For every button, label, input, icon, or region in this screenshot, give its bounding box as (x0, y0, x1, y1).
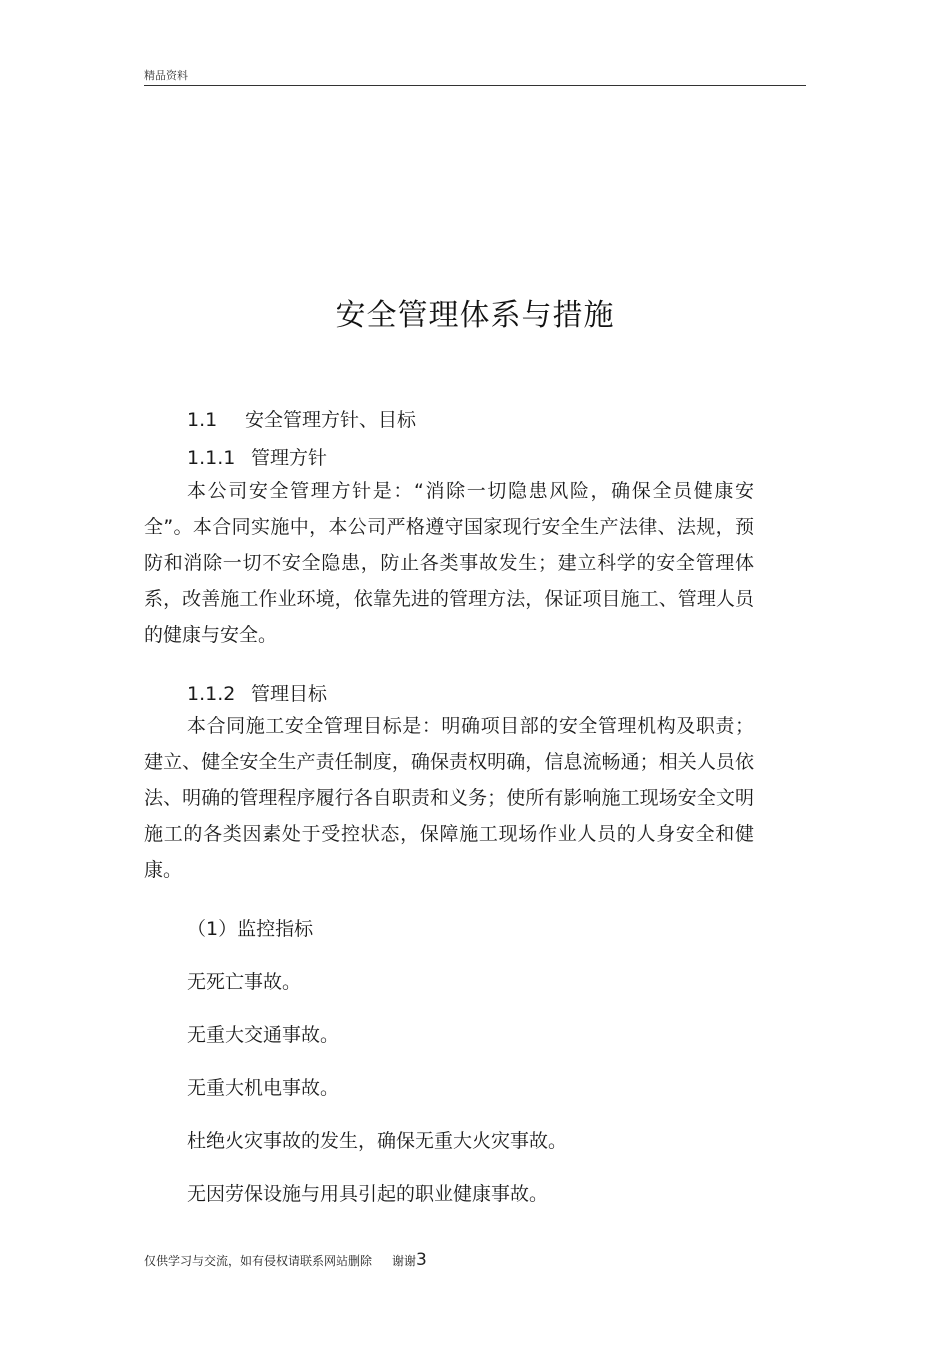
monitor-heading: （1）监控指标 (187, 918, 314, 940)
section-heading-1-1-2 (187, 679, 327, 706)
list-item: 无重大交通事故。 (187, 1024, 340, 1046)
section-title: 管理目标 (251, 683, 328, 705)
footer-thanks: 谢谢 (392, 1254, 417, 1268)
paragraph-objectives: 本合同施工安全管理目标是：明确项目部的安全管理机构及职责；建立、健全安全生产责任制度，确保责权明确，信息流畅通；相关人员依法、明确的管理程序履行各自职责和义务；使所有影响施工现场安全文明施工的各类因素处于受控状态，保障施工现场作业人员的人身安全和健康。 (144, 715, 754, 881)
section-heading-1-1 (187, 405, 416, 432)
footer (144, 1250, 427, 1270)
list-item: 杜绝火灾事故的发生，确保无重大火灾事故。 (187, 1130, 568, 1152)
section-title: 安全管理方针、目标 (245, 409, 417, 431)
section-number: 1.1.1 (187, 447, 236, 469)
section-number: 1.1.2 (187, 683, 236, 705)
paragraph-policy: 本公司安全管理方针是：“消除一切隐患风险，确保全员健康安全”。本合同实施中，本公司严格遵守国家现行安全生产法律、法规，预防和消除一切不安全隐患，防止各类事故发生；建立科学的安全管理体系，改善施工作业环境，依靠先进的管理方法，保证项目施工、管理人员的健康与安全。 (144, 480, 754, 646)
section-heading-1-1-1 (187, 443, 327, 470)
header-divider (144, 85, 806, 86)
section-number: 1.1 (187, 409, 218, 431)
list-item: 无因劳保设施与用具引起的职业健康事故。 (187, 1183, 549, 1205)
list-item: 无重大机电事故。 (187, 1077, 340, 1099)
header-label: 精品资料 (144, 69, 188, 82)
section-title: 管理方针 (251, 447, 328, 469)
page-title: 安全管理体系与措施 (335, 298, 615, 333)
footer-note: 仅供学习与交流，如有侵权请联系网站删除 (144, 1254, 373, 1268)
list-item: 无死亡事故。 (187, 971, 302, 993)
page-number: 3 (416, 1250, 427, 1270)
